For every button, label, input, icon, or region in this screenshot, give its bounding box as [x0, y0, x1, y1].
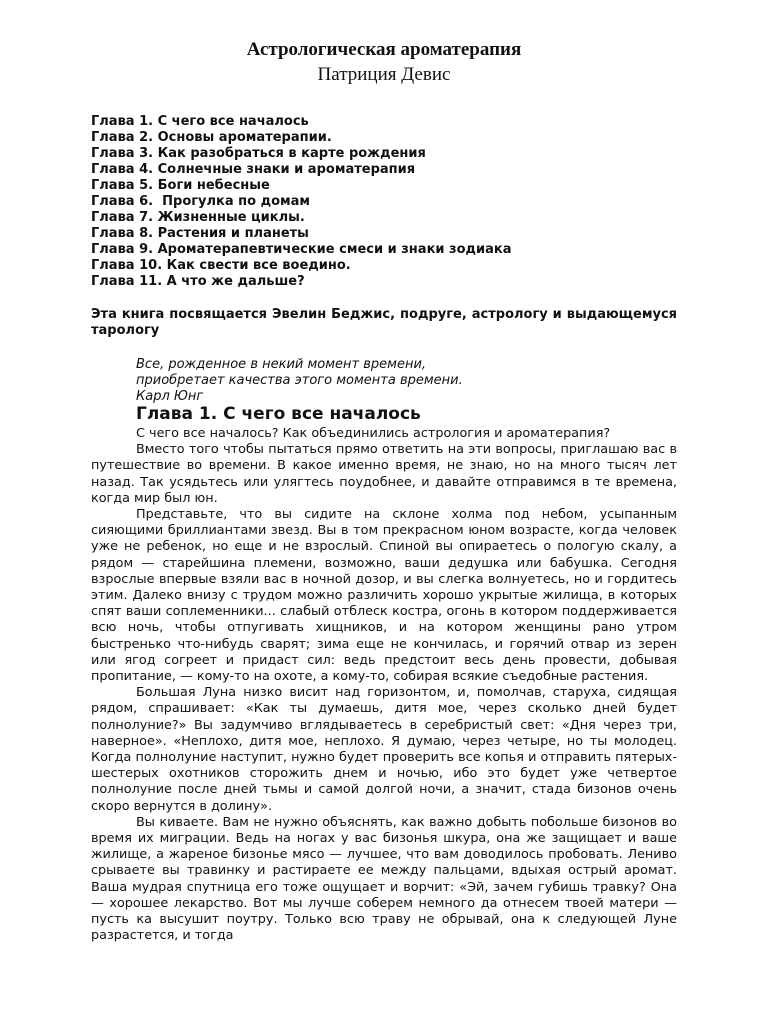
toc-item: Глава 2. Основы ароматерапии. — [91, 130, 332, 145]
table-of-contents — [91, 114, 511, 290]
paragraph: Большая Луна низко висит над горизонтом, и, помолчав, старуха, сидящая рядом, спрашивает: «Как ты думаешь, дитя мое, через сколько дней будет полнолуние?» Вы задумчиво вглядываетесь в серебристый свет: «Дня через три, наверное». «Неплохо, дитя мое, неплохо. Я думаю, через четыре, но ты молодец. Когда полнолуние наступит, нужно будет проверить все копья и отправить пятерых-шестерых охотников сторожить днем и ночью, ибо это будет уже четвертое полнолуние после дней тьмы и самой долгой ночи, а значит, стада бизонов очень скоро вернутся в долину». — [91, 685, 677, 814]
toc-item: Глава 7. Жизненные циклы. — [91, 210, 305, 225]
paragraph: Вы киваете. Вам не нужно объяснять, как важно добыть побольше бизонов во время их миграции. Ведь на ногах у вас бизонья шкура, она же защищает и ваше жилище, а жареное бизонье мясо — лучшее, что вам доводилось пробовать. Лениво срываете вы травинку и растираете ее между пальцами, вдыхая острый аромат. Ваша мудрая спутница его тоже ощущает и ворчит: «Эй, зачем губишь травку? Она — хорошее лекарство. Вот мы лучше соберем немного да отнесем твоей матери — пусть ка высушит поутру. Только всю траву не обрывай, она к следующей Луне разрастется, и тогда — [91, 814, 677, 944]
toc-item: Глава 8. Растения и планеты — [91, 226, 309, 241]
dedication: Эта книга посвящается Эвелин Беджис, подруге, астрологу и выдающемуся тарологу — [91, 307, 677, 338]
toc-item: Глава 4. Солнечные знаки и ароматерапия — [91, 162, 416, 177]
epigraph-line: приобретает качества этого момента времени. — [136, 373, 463, 388]
toc-item: Глава 5. Боги небесные — [91, 178, 270, 193]
chapter-heading: Глава 1. С чего все началось — [136, 404, 421, 424]
chapter-body — [91, 426, 677, 945]
book-title: Астрологическая ароматерапия — [246, 39, 522, 60]
toc-item: Глава 6. Прогулка по домам — [91, 194, 311, 209]
epigraph-line: Все, рожденное в некий момент времени, — [136, 357, 427, 372]
paragraph: Представьте, что вы сидите на склоне холма под небом, усыпанным сияющими бриллиантами звезд. Вы в том прекрасном юном возрасте, когда человек уже не ребенок, но еще и не взрослый. Спиной вы опираетесь о пологую скалу, а рядом — старейшина племени, возможно, ваши дедушка или бабушка. Сегодня взрослые впервые взяли вас в ночной дозор, и вы слегка волнуетесь, но и гордитесь этим. Далеко внизу с трудом можно различить хорошо укрытые жилища, в которых спят ваши соплеменники... слабый отблеск костра, огонь в котором поддерживается всю ночь, чтобы отпугивать хищников, и на котором женщины рано утром быстренько что-нибудь сварят; зима еще не кончилась, и горячий отвар из зерен или ягод согреет и придаст сил: ведь предстоит весь день провести, добывая пропитание, — кому-то на охоте, а кому-то, собирая всякие съедобные растения. — [91, 507, 677, 685]
toc-item: Глава 10. Как свести все воедино. — [91, 258, 351, 273]
book-author: Патриция Девис — [317, 64, 451, 85]
toc-item: Глава 9. Ароматерапевтические смеси и знаки зодиака — [91, 242, 512, 257]
paragraph: Вместо того чтобы пытаться прямо ответить на эти вопросы, приглашаю вас в путешествие во времени. В какое именно время, не знаю, но на много тысяч лет назад. Так усядьтесь или улягтесь поудобнее, и давайте отправимся в те времена, когда мир был юн. — [91, 442, 677, 506]
toc-item: Глава 11. А что же дальше? — [91, 274, 305, 289]
toc-item: Глава 3. Как разобраться в карте рождения — [91, 146, 426, 161]
paragraph: С чего все началось? Как объединились астрология и ароматерапия? — [136, 426, 611, 441]
toc-item: Глава 1. С чего все началось — [91, 114, 309, 129]
epigraph — [136, 357, 463, 405]
epigraph-author: Карл Юнг — [136, 389, 204, 404]
